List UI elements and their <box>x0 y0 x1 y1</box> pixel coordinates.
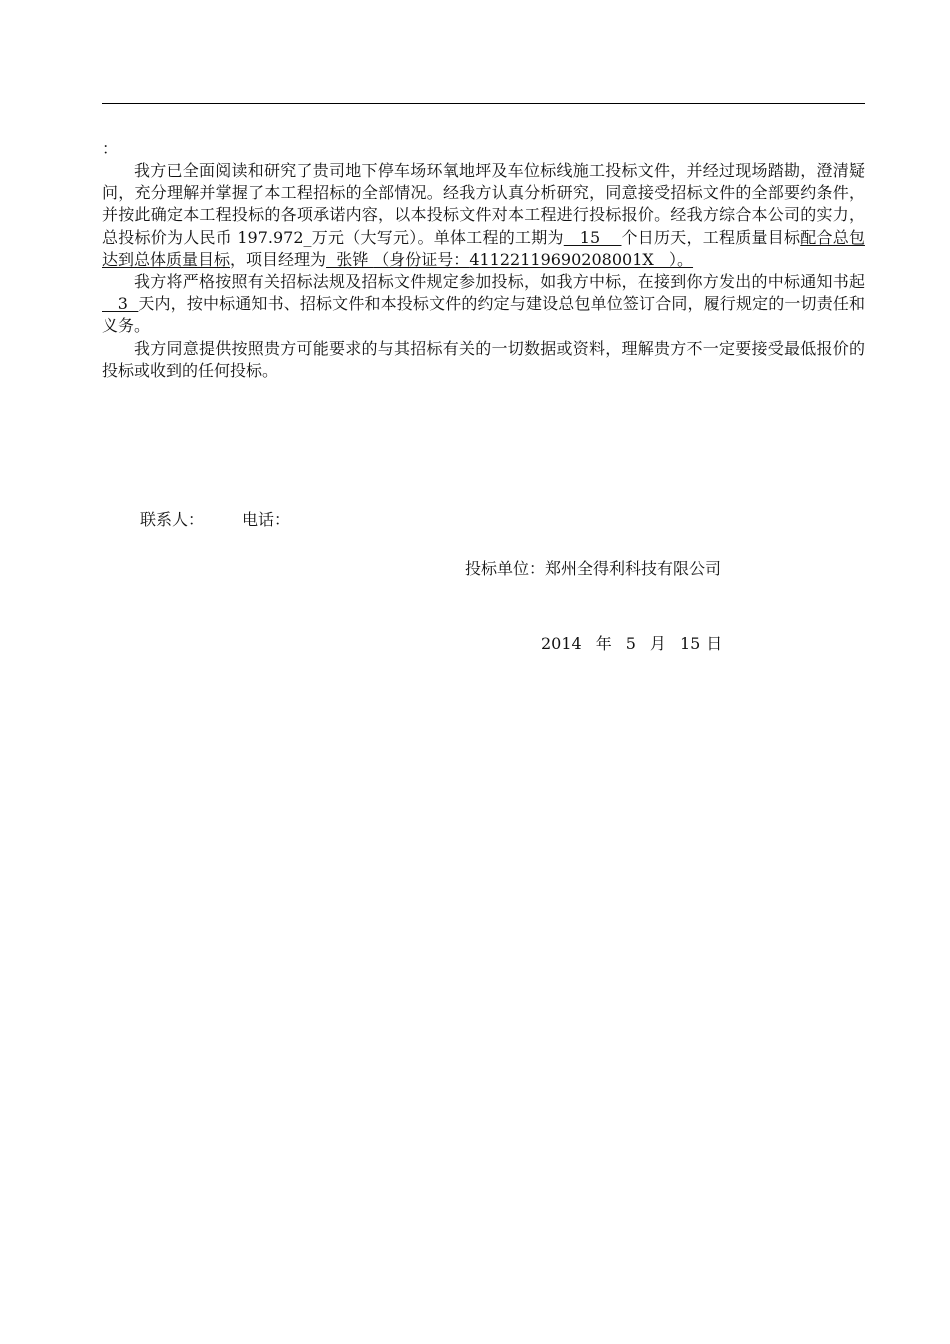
id-number-value: 41122119690208001X ）。 <box>469 249 694 269</box>
bid-statement-text-1: 我方已全面阅读和研究了贵司地下停车场环氧地坪及车位标线施工投标文件，并经过现场踏勘，澄清疑问，充分理解并掌握了本工程招标的全部情况。经我方认真分析研究，同意接受招标文件的全部要约条件，并按此确定本工程投标的各项承诺内容，以本投标文件对本工程进行投标报价。经我方综合本公司的实力，总投标价为人民币 <box>102 161 865 247</box>
paragraph-bid-statement <box>102 160 865 271</box>
commitment-text-2: 天内，按中标通知书、招标文件和本投标文件的约定与建设总包单位签订合同，履行规定的一切责任和义务。 <box>102 294 865 336</box>
paragraph-data-provision: 我方同意提供按照贵方可能要求的与其招标有关的一切数据或资料，理解贵方不一定要接受最低报价的投标或收到的任何投标。 <box>102 338 865 380</box>
letter-body <box>102 138 865 382</box>
bid-statement-text-5: （身份证号： <box>373 249 470 269</box>
date-day-unit: 日 <box>706 634 723 653</box>
bidder-name: 郑州全得利科技有限公司 <box>545 559 722 578</box>
duration-days-value: 15 <box>563 227 622 247</box>
top-divider-line <box>102 103 865 104</box>
date-month-unit: 月 <box>649 634 666 653</box>
total-price-value: 197.972_ <box>237 227 312 247</box>
contact-line <box>140 508 290 532</box>
date-day: 15 <box>679 634 701 653</box>
date-month: 5 <box>625 634 636 653</box>
date-year: 2014 <box>541 634 582 653</box>
phone-label: 电话： <box>242 510 291 529</box>
bid-statement-text-2: 万元（大写元）。单体工程的工期为 <box>311 227 564 247</box>
salutation: ： <box>102 139 119 158</box>
bid-statement-text-4: ，项目经理为 <box>230 249 327 269</box>
quality-target-value: 配合总包达到总体质量目标 <box>102 227 865 269</box>
project-manager-value: 张铧 <box>326 249 374 269</box>
commitment-text-1: 我方将严格按照有关招标法规及招标文件规定参加投标，如我方中标，在接到你方发出的中标通知书起 <box>134 272 865 292</box>
bidder-label: 投标单位： <box>465 559 546 578</box>
bidder-line <box>465 557 721 581</box>
contact-person-label: 联系人： <box>140 510 205 529</box>
signature-date <box>541 632 722 656</box>
paragraph-contract-commitment <box>102 271 865 338</box>
signing-days-value: 3 <box>102 294 139 314</box>
bid-statement-text-3: 个日历天，工程质量目标 <box>621 227 801 247</box>
date-year-unit: 年 <box>595 634 612 653</box>
